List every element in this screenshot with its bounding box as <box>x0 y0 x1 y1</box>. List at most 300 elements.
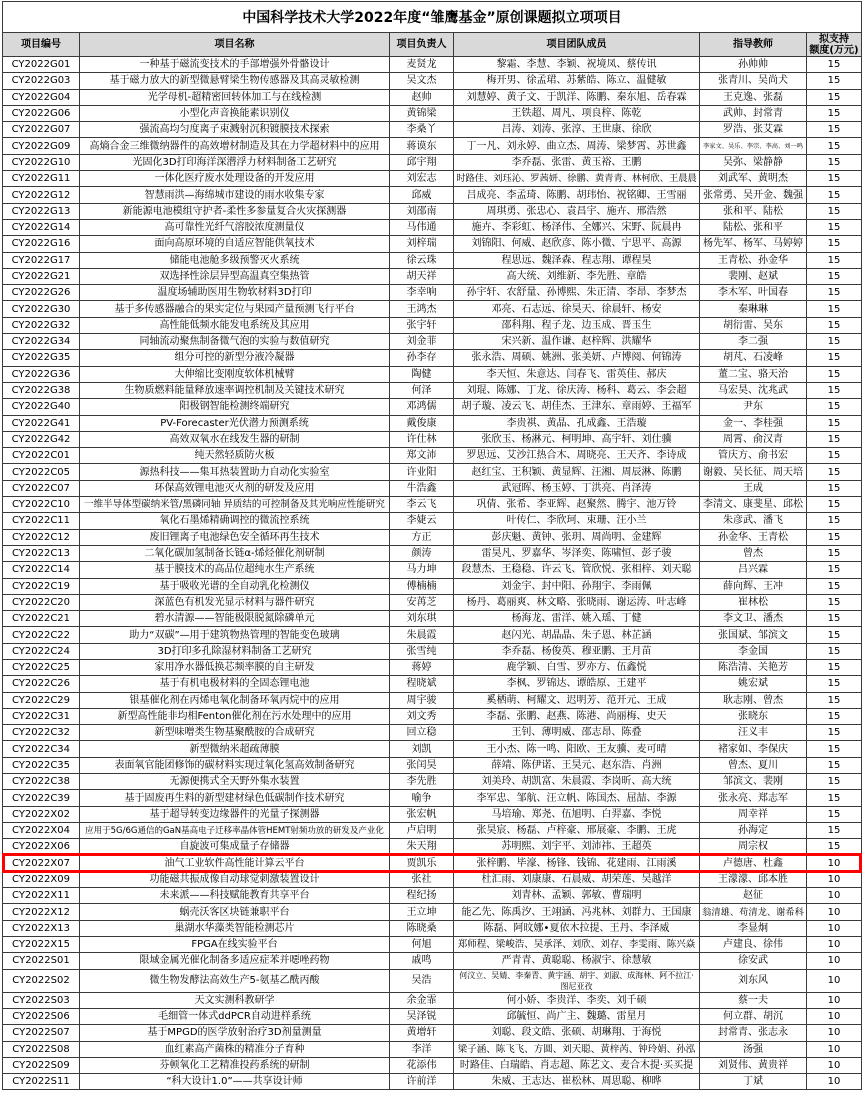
team-members: 李贵祺、黄晶、孔成鑫、王浩璇 <box>506 417 647 429</box>
table-row <box>3 839 862 855</box>
project-leader: 蒋婷 <box>411 662 432 674</box>
advisor: 王克逸、张磊 <box>723 91 783 103</box>
team-members-cell <box>454 203 700 219</box>
support-amount-cell <box>807 334 862 350</box>
support-amount: 10 <box>827 939 841 951</box>
project-id-cell <box>3 513 80 529</box>
project-name: 功能磁共振成像自动球觉刺激装置设计 <box>149 873 320 885</box>
support-amount: 15 <box>827 759 841 771</box>
project-id: CY2022G38 <box>11 385 71 397</box>
team-members-cell <box>454 431 700 447</box>
project-leader-cell <box>390 1025 454 1041</box>
support-amount: 10 <box>827 1043 841 1055</box>
support-amount-cell <box>807 285 862 301</box>
advisor-cell <box>700 268 807 284</box>
table-row <box>3 806 862 822</box>
support-amount-cell <box>807 725 862 741</box>
project-name: 生物质燃料能量释放速率调控机制及关键技术研究 <box>124 385 345 397</box>
support-amount: 15 <box>827 531 841 543</box>
advisor: 朱彦武、潘飞 <box>723 515 783 527</box>
support-amount: 15 <box>827 433 841 445</box>
project-name-cell <box>80 920 390 936</box>
project-id-cell <box>3 953 80 969</box>
project-name-cell <box>80 578 390 594</box>
support-amount-cell <box>807 219 862 235</box>
team-members-cell <box>454 236 700 252</box>
project-name-cell <box>80 431 390 447</box>
team-members: 李枫、罗锦达、谭皓原、王建平 <box>506 678 647 690</box>
project-id: CY2022G34 <box>11 336 71 348</box>
project-leader-cell <box>390 871 454 887</box>
support-amount-cell <box>807 1025 862 1041</box>
project-leader-cell <box>390 741 454 757</box>
team-members-cell <box>454 937 700 953</box>
advisor-cell <box>700 497 807 513</box>
table-row <box>3 904 862 920</box>
project-name-cell <box>80 219 390 235</box>
project-id-cell <box>3 937 80 953</box>
table-row <box>3 350 862 366</box>
team-members: 陈磊、阿旼娜•夏依木拉提、王丹、李泽威 <box>483 922 670 934</box>
project-leader-cell <box>390 73 454 89</box>
advisor-cell <box>700 757 807 773</box>
support-amount: 15 <box>827 336 841 348</box>
project-name: 巢湖水华藻类智能检测芯片 <box>174 922 295 934</box>
project-name: 未来派——科技赋能教育共享平台 <box>159 890 310 902</box>
advisor-cell <box>700 1074 807 1090</box>
advisor-cell <box>700 366 807 382</box>
project-id: CY2022X11 <box>12 890 70 902</box>
team-members-cell <box>454 301 700 317</box>
project-name-cell <box>80 1025 390 1041</box>
project-leader-cell <box>390 969 454 992</box>
support-amount: 15 <box>827 694 841 706</box>
support-amount: 15 <box>827 59 841 71</box>
project-leader-cell <box>390 822 454 838</box>
project-leader-cell <box>390 285 454 301</box>
project-leader-cell <box>390 105 454 121</box>
advisor-cell <box>700 920 807 936</box>
project-name-cell <box>80 904 390 920</box>
advisor-cell <box>700 301 807 317</box>
project-leader-cell <box>390 1041 454 1057</box>
project-leader: 李洋 <box>411 1043 432 1055</box>
project-name-cell <box>80 138 390 154</box>
project-name: 基于固废再生料的新型建材绿色低碳制作技术研究 <box>124 792 345 804</box>
project-name-cell <box>80 937 390 953</box>
support-amount-cell <box>807 1074 862 1090</box>
project-leader: 徐云珠 <box>406 254 437 266</box>
team-members: 王小杰、陈一鸣、阳欧、王友骥、麦可晴 <box>486 743 667 755</box>
project-leader-cell <box>390 725 454 741</box>
table-row <box>3 382 862 398</box>
team-members-cell <box>454 594 700 610</box>
project-name-cell <box>80 1041 390 1057</box>
project-name: 智慧雨洪—海绵城市建设的雨水收集专家 <box>144 189 325 201</box>
team-members: 薛靖、陈伊诺、王昊元、赵东浩、肖洲 <box>491 759 662 771</box>
advisor-cell <box>700 431 807 447</box>
advisor-cell <box>700 382 807 398</box>
project-id-cell <box>3 822 80 838</box>
project-name: 家用净水器低换芯频率膜的自主研发 <box>154 662 315 674</box>
project-leader: 邱宇翔 <box>406 156 437 168</box>
project-leader-cell <box>390 203 454 219</box>
project-id: CY2022C19 <box>11 580 71 592</box>
project-leader-cell <box>390 806 454 822</box>
project-leader: 朱天翔 <box>406 841 437 853</box>
project-leader: 李幸响 <box>406 287 437 299</box>
team-members-cell <box>454 1041 700 1057</box>
team-members: 李乔磊、张雷、黄玉裕、王鹏 <box>511 156 642 168</box>
team-members-cell <box>454 252 700 268</box>
support-amount-cell <box>807 366 862 382</box>
support-amount-cell <box>807 317 862 333</box>
project-id: CY2022G16 <box>11 238 71 250</box>
team-members: 胡子璇、凌云飞、胡佳杰、王津东、章雨婷、王福军 <box>461 401 692 413</box>
team-members-cell <box>454 676 700 692</box>
project-name-cell <box>80 741 390 757</box>
project-name: FPGA在线实验平台 <box>191 939 278 951</box>
table-row <box>3 969 862 992</box>
project-name-cell <box>80 236 390 252</box>
support-amount: 15 <box>827 222 841 234</box>
support-amount: 15 <box>827 173 841 185</box>
project-id-cell <box>3 301 80 317</box>
project-leader: 陈晓桑 <box>406 922 437 934</box>
team-members-cell <box>454 464 700 480</box>
team-members-cell <box>454 268 700 284</box>
project-name: PV-Forecaster光伏潜力预测系统 <box>160 417 309 429</box>
table-row <box>3 431 862 447</box>
project-id-cell <box>3 659 80 675</box>
table-row <box>3 187 862 203</box>
support-amount-cell <box>807 301 862 317</box>
table-row <box>3 920 862 936</box>
project-leader: 王立坤 <box>406 906 437 918</box>
project-id: CY2022C07 <box>11 482 71 494</box>
project-id: CY2022G14 <box>11 222 71 234</box>
header-team-members: 项目团队成员 <box>546 39 607 50</box>
project-leader: 刘宏志 <box>406 173 437 185</box>
advisor-cell <box>700 317 807 333</box>
project-name-cell <box>80 643 390 659</box>
advisor: 李清文、康斐星、邱松 <box>703 499 803 511</box>
team-members: 王钊、薄明威、邵志昂、陈叠 <box>511 727 642 739</box>
advisor: 赵征 <box>743 890 763 902</box>
table-row <box>3 171 862 187</box>
advisor: 周宗权 <box>738 841 768 853</box>
project-id: CY2022X07 <box>12 857 70 869</box>
support-amount: 15 <box>827 548 841 560</box>
project-id: CY2022C20 <box>11 596 71 608</box>
support-amount: 15 <box>827 825 841 837</box>
project-id-cell <box>3 1008 80 1024</box>
team-members-cell <box>454 562 700 578</box>
project-name-cell <box>80 382 390 398</box>
support-amount-cell <box>807 643 862 659</box>
team-members-cell <box>454 969 700 992</box>
project-id-cell <box>3 122 80 138</box>
support-amount-cell <box>807 806 862 822</box>
project-name: 温度场辅助医用生物软材料3D打印 <box>157 287 312 299</box>
project-id: CY2022X02 <box>12 808 70 820</box>
advisor-cell <box>700 154 807 170</box>
team-members-cell <box>454 105 700 121</box>
table-head <box>3 2 862 57</box>
team-members: 杨丹、葛丽爽、林文略、张晓雨、谢运涛、叶志峰 <box>466 596 687 608</box>
project-name-cell <box>80 73 390 89</box>
table-row <box>3 676 862 692</box>
advisor: 孙金华、王青松 <box>718 531 788 543</box>
advisor-cell <box>700 122 807 138</box>
project-leader: 黄增轩 <box>406 1027 437 1039</box>
project-id: CY2022C38 <box>11 776 71 788</box>
project-id-cell <box>3 252 80 268</box>
advisor-cell <box>700 562 807 578</box>
project-id: CY2022C05 <box>11 466 71 478</box>
support-amount-cell <box>807 448 862 464</box>
team-members-cell <box>454 89 700 105</box>
advisor: 金一、李桂强 <box>723 417 783 429</box>
project-id: CY2022G42 <box>11 433 71 445</box>
project-name: 纯天然轻质防火板 <box>194 450 275 462</box>
support-amount: 10 <box>827 922 841 934</box>
team-members-cell <box>454 73 700 89</box>
project-name: 一体化医疗废水处理设备的开发应用 <box>154 173 315 185</box>
project-name: 组分可控的新型分液冷凝器 <box>174 352 295 364</box>
table-row <box>3 399 862 415</box>
project-name: 碧水清源——智能极限脱氮除磷单元 <box>154 613 315 625</box>
advisor-cell <box>700 252 807 268</box>
team-members: 施卉、李彩虹、杨泽伟、全娜兴、宋野、阮晨冉 <box>471 222 682 234</box>
team-members: 何汶立、吴婧、李秦青、黄宇涵、胡宇、刘淑、成海林、阿不拉江· 图尼亚孜 <box>459 970 694 991</box>
project-leader: 刘凯 <box>411 743 432 755</box>
table-row <box>3 953 862 969</box>
support-amount: 15 <box>827 711 841 723</box>
project-name: 基于超导转变边缘器件的光量子探测器 <box>149 808 320 820</box>
support-amount-cell <box>807 578 862 594</box>
project-name-cell <box>80 871 390 887</box>
team-members-cell <box>454 1074 700 1090</box>
project-id-cell <box>3 431 80 447</box>
advisor: 封常青、张志永 <box>718 1027 788 1039</box>
project-id: CY2022C26 <box>11 678 71 690</box>
table-row <box>3 562 862 578</box>
project-leader-cell <box>390 448 454 464</box>
project-id: CY2022S08 <box>12 1043 70 1055</box>
project-leader: 李先胜 <box>406 776 437 788</box>
project-leader-cell <box>390 415 454 431</box>
advisor-cell <box>700 448 807 464</box>
support-amount-cell <box>807 1041 862 1057</box>
project-leader-cell <box>390 888 454 904</box>
project-leader-cell <box>390 774 454 790</box>
team-members: 叶传仁、李欣珂、束珊、汪小兰 <box>506 515 647 527</box>
advisor: 胡衍雷、吴东 <box>723 319 783 331</box>
support-amount: 15 <box>827 727 841 739</box>
project-name-cell <box>80 692 390 708</box>
advisor: 杨先军、杨军、马婷婷 <box>703 238 803 250</box>
project-name-cell <box>80 187 390 203</box>
project-id: CY2022S07 <box>12 1027 70 1039</box>
table-row <box>3 757 862 773</box>
support-amount-cell <box>807 659 862 675</box>
project-leader: 麦贤龙 <box>406 59 437 71</box>
header-row <box>3 33 862 57</box>
support-amount-cell <box>807 57 862 73</box>
support-amount: 15 <box>827 156 841 168</box>
project-leader-cell <box>390 904 454 920</box>
project-name-cell <box>80 1074 390 1090</box>
team-members: 段慧杰、王稳稳、许云飞、管欣悦、张相梓、刘天聪 <box>461 564 692 576</box>
project-name: 银基催化剂在丙烯电氧化制备环氧丙烷中的应用 <box>129 694 340 706</box>
team-members-cell <box>454 317 700 333</box>
project-id: CY2022S06 <box>12 1011 70 1023</box>
advisor: 蔡一夫 <box>738 994 768 1006</box>
table-row <box>3 822 862 838</box>
support-amount-cell <box>807 171 862 187</box>
project-leader: 方正 <box>411 531 432 543</box>
project-leader-cell <box>390 578 454 594</box>
team-members: 雷昊凡、罗嘉华、岑泽奕、陈啸恒、彭子骏 <box>481 548 672 560</box>
team-members-cell <box>454 366 700 382</box>
advisor: 刘武军、黄明杰 <box>718 173 788 185</box>
project-leader-cell <box>390 497 454 513</box>
support-amount: 15 <box>827 385 841 397</box>
team-members-cell <box>454 611 700 627</box>
project-leader: 刘金菲 <box>406 336 437 348</box>
table-row <box>3 692 862 708</box>
project-leader-cell <box>390 676 454 692</box>
support-amount-cell <box>807 464 862 480</box>
project-leader-cell <box>390 366 454 382</box>
table-row <box>3 73 862 89</box>
table-row <box>3 203 862 219</box>
team-members-cell <box>454 399 700 415</box>
project-name: 光固化3D打印海洋深潜浮力材料制备工艺研究 <box>132 156 337 168</box>
support-amount: 15 <box>827 238 841 250</box>
project-leader-cell <box>390 937 454 953</box>
project-name-cell <box>80 480 390 496</box>
team-members-cell <box>454 1008 700 1024</box>
project-name-cell <box>80 464 390 480</box>
project-id: CY2022G04 <box>11 91 71 103</box>
project-id-cell <box>3 806 80 822</box>
project-name-cell <box>80 969 390 992</box>
project-name: 二氧化碳加氢制备长链α-烯烃催化剂研制 <box>144 548 325 560</box>
advisor: 董二宝、骆天治 <box>718 368 788 380</box>
table-row <box>3 627 862 643</box>
project-name: 新能源电池模组守护者-柔性多参量复合火灾探测器 <box>122 205 347 217</box>
advisor-cell <box>700 839 807 855</box>
project-name: 小型化声音换能素识别仪 <box>179 108 290 120</box>
support-amount: 15 <box>827 254 841 266</box>
project-id-cell <box>3 480 80 496</box>
project-id: CY2022G09 <box>11 140 71 152</box>
advisor-cell <box>700 236 807 252</box>
support-amount: 15 <box>827 108 841 120</box>
advisor-cell <box>700 888 807 904</box>
project-name: 限域金属光催化制备多适应症苯并噁唑药物 <box>139 955 330 967</box>
project-id: CY2022S09 <box>12 1059 70 1071</box>
support-amount-cell <box>807 122 862 138</box>
project-id-cell <box>3 643 80 659</box>
project-leader-cell <box>390 992 454 1008</box>
project-name-cell <box>80 545 390 561</box>
advisor-cell <box>700 578 807 594</box>
project-leader-cell <box>390 219 454 235</box>
team-members: 李磊、张鹏、赵燕、陈港、尚丽梅、史天 <box>486 711 667 723</box>
project-id-cell <box>3 757 80 773</box>
support-amount-cell <box>807 415 862 431</box>
support-amount-cell <box>807 822 862 838</box>
table-row <box>3 415 862 431</box>
advisor-cell <box>700 1041 807 1057</box>
project-leader-cell <box>390 317 454 333</box>
project-leader: 安苒芝 <box>406 596 437 608</box>
team-members: 何小娇、李贵洋、李奕、刘千硕 <box>506 994 647 1006</box>
project-leader: 马力坤 <box>406 564 437 576</box>
project-id-cell <box>3 236 80 252</box>
team-members-cell <box>454 187 700 203</box>
project-name: 新型微纳米超疏薄膜 <box>189 743 280 755</box>
project-leader-cell <box>390 839 454 855</box>
table-row <box>3 105 862 121</box>
team-members: 奚栖萌、柯耀文、迟明芳、范开元、王成 <box>486 694 667 706</box>
project-name-cell <box>80 725 390 741</box>
project-leader: 牛浩鑫 <box>406 482 437 494</box>
team-members-cell <box>454 382 700 398</box>
project-name: 基于膜技术的高品位超纯水生产系统 <box>154 564 315 576</box>
project-name-cell <box>80 350 390 366</box>
advisor: 裴刚、赵斌 <box>728 271 778 282</box>
support-amount: 10 <box>827 873 841 885</box>
project-leader-cell <box>390 236 454 252</box>
project-id-cell <box>3 105 80 121</box>
project-id: CY2022G36 <box>11 368 71 380</box>
table-row <box>3 1041 862 1057</box>
project-name: 天文实测科教研学 <box>194 994 275 1006</box>
advisor-cell <box>700 171 807 187</box>
support-amount: 10 <box>827 975 841 987</box>
team-members: 宋兴新、温作谦、赵梓辉、洪耀华 <box>501 336 652 348</box>
team-members-cell <box>454 643 700 659</box>
project-id: CY2022G26 <box>11 287 71 299</box>
project-name: 油气工业软件高性能计算云平台 <box>164 857 305 869</box>
support-amount: 15 <box>827 401 841 413</box>
advisor: 李显炯 <box>738 922 768 934</box>
support-amount-cell <box>807 203 862 219</box>
team-members-cell <box>454 888 700 904</box>
table-row <box>3 1008 862 1024</box>
project-name: 环保高效锂电池灭火剂的研发及应用 <box>154 482 315 494</box>
project-leader-cell <box>390 89 454 105</box>
support-amount-cell <box>807 382 862 398</box>
advisor-cell <box>700 774 807 790</box>
project-name-cell <box>80 334 390 350</box>
project-name: 同轴流动聚焦制备微气泡的实验与数值研究 <box>139 336 330 348</box>
project-id: CY2022G40 <box>11 401 71 413</box>
advisor: 李家文、吴乐、李宗、李高、刘一鸣 <box>703 143 803 151</box>
project-leader: 李婕云 <box>406 515 437 527</box>
project-id: CY2022G12 <box>11 189 71 201</box>
project-id-cell <box>3 219 80 235</box>
team-members: 王铁超、周凡、项良梓、陈乾 <box>511 108 642 120</box>
team-members: 张昊宸、杨磊、卢梓豪、邢展豪、李鹏、王虎 <box>476 825 677 837</box>
table-row <box>3 89 862 105</box>
table-row <box>3 708 862 724</box>
header-advisor: 指导教师 <box>733 39 773 50</box>
